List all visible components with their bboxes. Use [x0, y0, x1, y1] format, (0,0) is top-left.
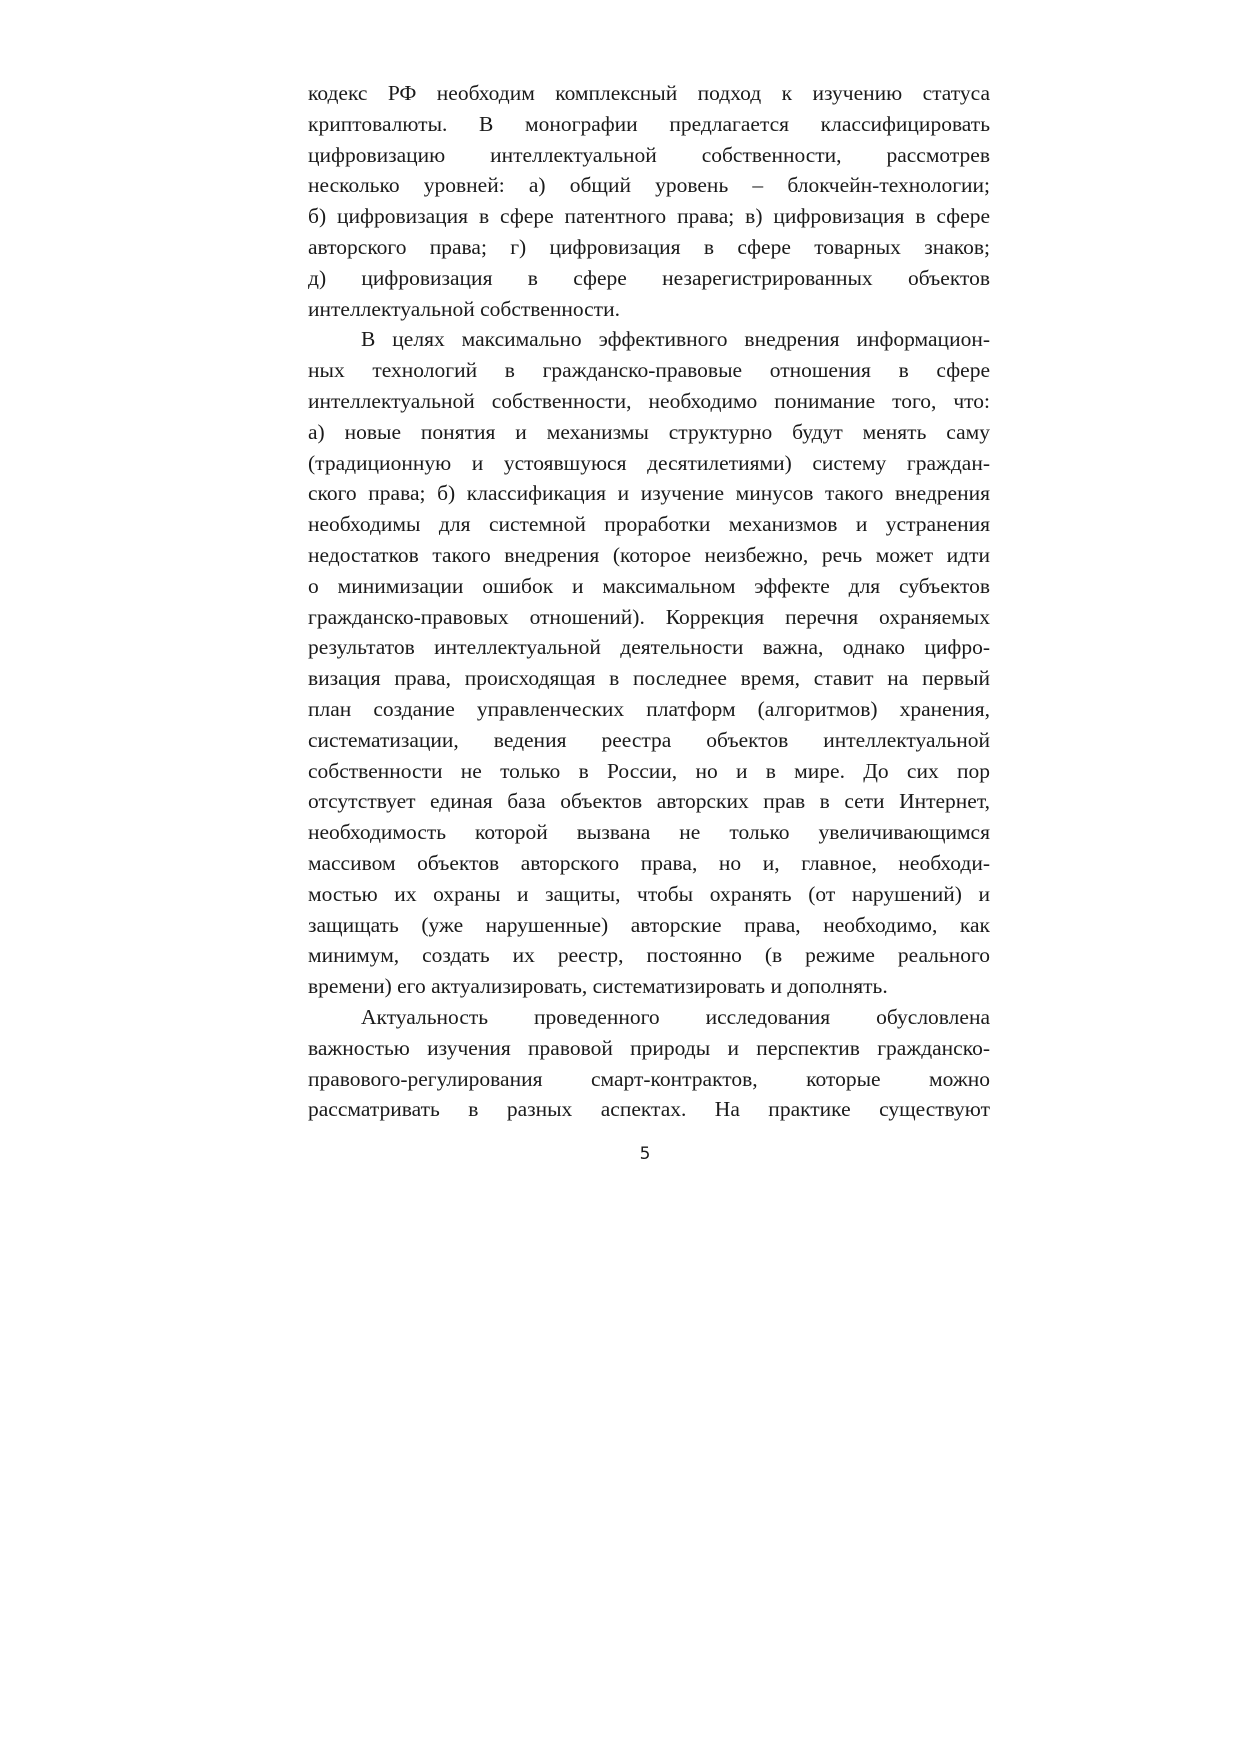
text-line: гражданско-правовых отношений). Коррекция перечня охраняемых: [308, 604, 990, 629]
paragraph-3: [308, 1002, 990, 1125]
text-line: б) цифровизация в сфере патентного права; в) цифровизация в сфере: [308, 204, 990, 229]
text-line: минимум, создать их реестр, постоянно (в режиме реального: [308, 943, 990, 968]
text-line: недостатков такого внедрения (которое неизбежно, речь может идти: [308, 542, 990, 567]
text-line: (традиционную и устоявшуюся десятилетиями) систему граждан-: [308, 450, 990, 475]
text-line: мостью их охраны и защиты, чтобы охранять (от нарушений) и: [308, 881, 990, 906]
text-line: массивом объектов авторского права, но и, главное, необходи-: [308, 850, 990, 875]
text-line: о минимизации ошибок и максимальном эффекте для субъектов: [308, 573, 990, 598]
text-line: ных технологий в гражданско-правовые отношения в сфере: [308, 358, 990, 383]
text-line: результатов интеллектуальной деятельности важна, однако цифро-: [308, 635, 990, 660]
text-line: времени) его актуализировать, систематизировать и дополнять.: [308, 974, 888, 999]
paragraph-1: [308, 78, 990, 324]
text-line: план создание управленческих платформ (алгоритмов) хранения,: [308, 696, 990, 721]
text-line: необходимы для системной проработки механизмов и устранения: [308, 512, 990, 537]
text-line: цифровизацию интеллектуальной собственности, рассмотрев: [308, 142, 990, 167]
text-line: интеллектуальной собственности, необходимо понимание того, что:: [308, 388, 990, 413]
text-line: ского права; б) классификация и изучение минусов такого внедрения: [308, 481, 990, 506]
text-line: визация права, происходящая в последнее время, ставит на первый: [308, 666, 990, 691]
text-line: необходимость которой вызвана не только увеличивающимся: [308, 820, 990, 845]
text-line: В целях максимально эффективного внедрения информацион-: [361, 327, 990, 352]
text-line: кодекс РФ необходим комплексный подход к изучению статуса: [308, 81, 990, 105]
text-line: а) новые понятия и механизмы структурно будут менять саму: [308, 419, 990, 444]
text-line: правового-регулирования смарт-контрактов, которые можно: [308, 1066, 990, 1091]
text-line: криптовалюты. В монографии предлагается классифицировать: [308, 111, 990, 136]
text-line: Актуальность проведенного исследования обусловлена: [361, 1004, 990, 1029]
text-line: защищать (уже нарушенные) авторские права, необходимо, как: [308, 912, 990, 937]
page-number: 5: [639, 1144, 651, 1164]
text-line: авторского права; г) цифровизация в сфере товарных знаков;: [308, 234, 990, 259]
text-line: отсутствует единая база объектов авторских прав в сети Интернет,: [308, 789, 990, 814]
body-text: [308, 78, 990, 1125]
text-line: систематизации, ведения реестра объектов интеллектуальной: [308, 727, 990, 752]
text-line: собственности не только в России, но и в мире. До сих пор: [308, 758, 990, 783]
text-line: несколько уровней: а) общий уровень – блокчейн-технологии;: [308, 173, 990, 198]
paragraph-2: [308, 324, 990, 1002]
text-line: рассматривать в разных аспектах. На практике существуют: [308, 1097, 990, 1122]
text-line: д) цифровизация в сфере незарегистрированных объектов: [308, 265, 990, 290]
text-line: интеллектуальной собственности.: [308, 296, 620, 321]
text-line: важностью изучения правовой природы и перспектив гражданско-: [308, 1035, 990, 1060]
